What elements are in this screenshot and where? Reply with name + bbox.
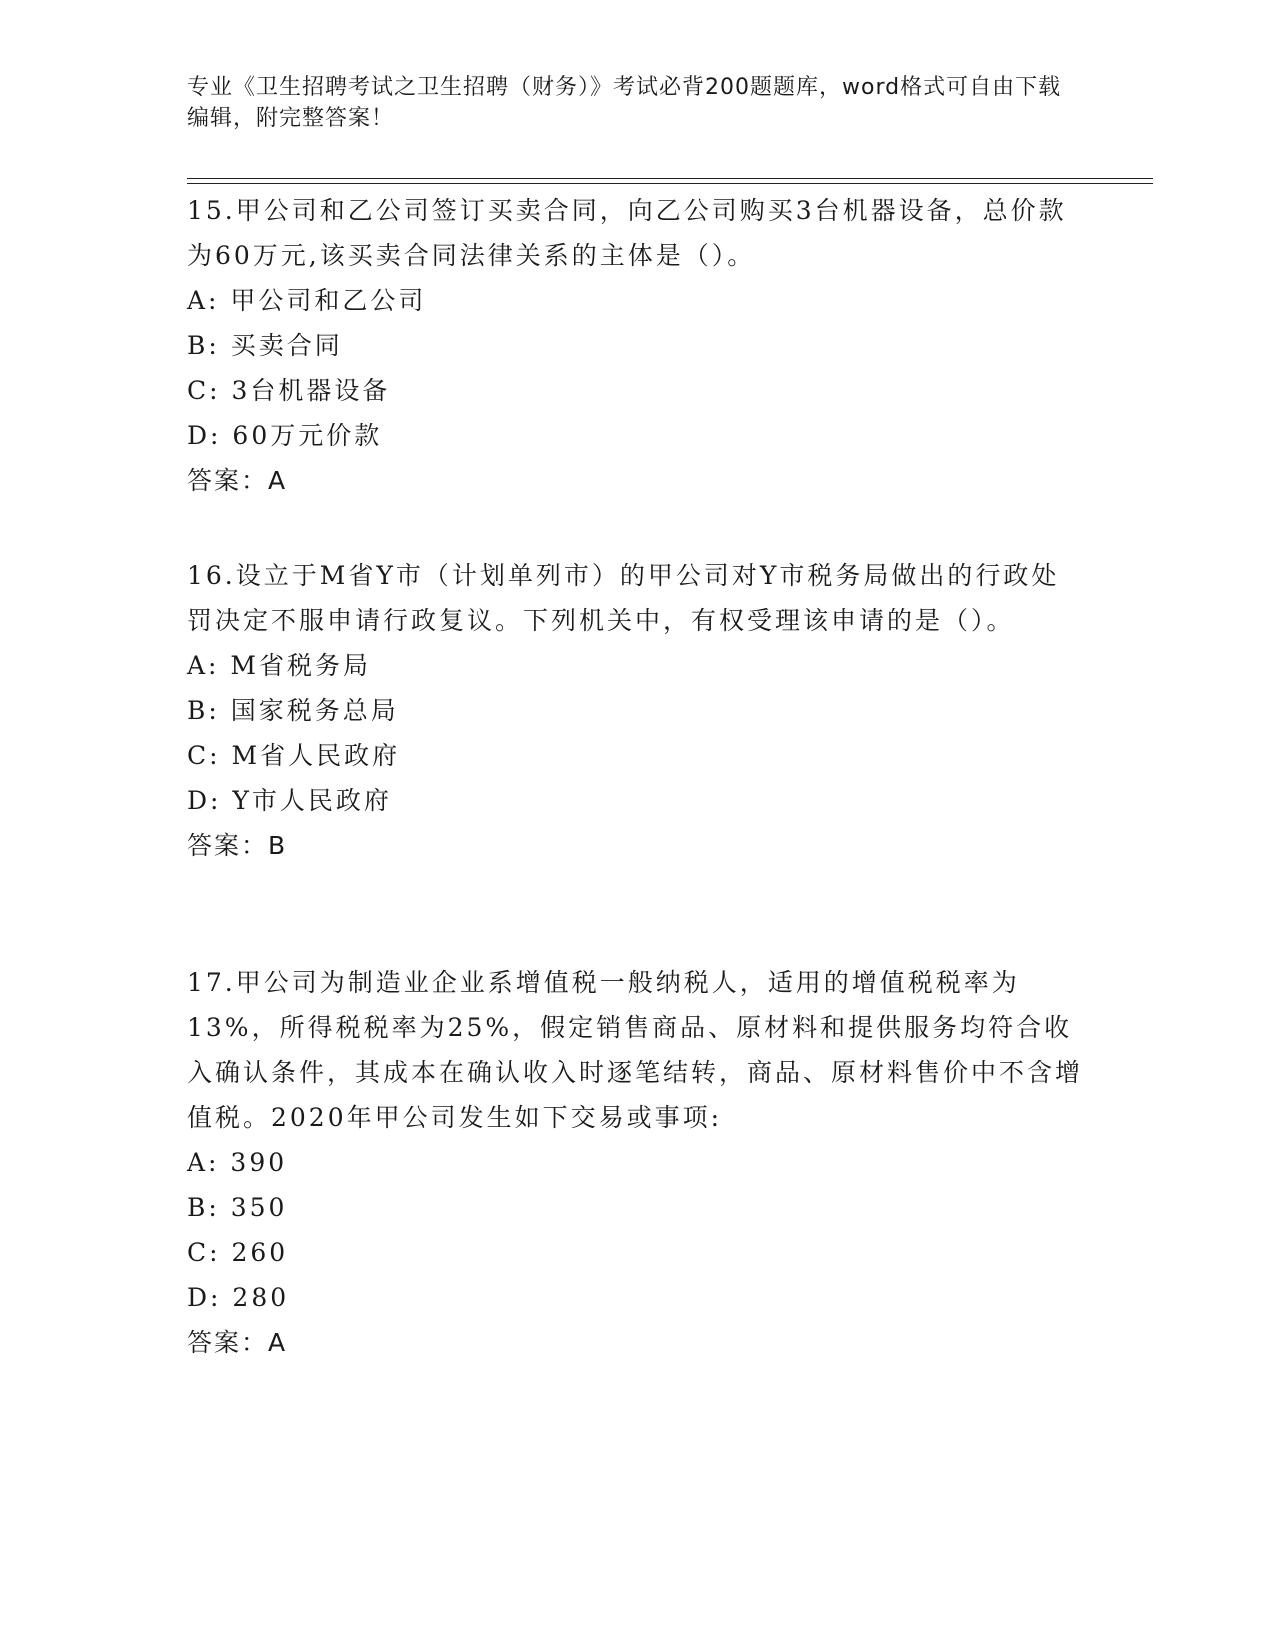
question-text: 17.甲公司为制造业企业系增值税一般纳税人，适用的增值税税率为13%，所得税税率为25%，假定销售商品、原材料和提供服务均符合收入确认条件，其成本在确认收入时逐笔结转，商品、原材料售价中不含增值税。2020年甲公司发生如下交易或事项:	[187, 968, 1084, 1132]
option-b: B: 350	[187, 1193, 288, 1222]
option-a: A: 390	[187, 1148, 288, 1177]
option-c: C: 260	[187, 1238, 289, 1267]
option-b: B: 国家税务总局	[187, 696, 399, 725]
document-header: 专业《卫生招聘考试之卫生招聘（财务）》考试必背200题题库，word格式可自由下载编辑，附完整答案！	[187, 75, 1062, 131]
header-divider-bottom	[187, 183, 1153, 184]
answer-label: 答案：B	[187, 831, 288, 860]
option-c: C: M省人民政府	[187, 741, 401, 770]
question-16	[187, 553, 1087, 868]
option-d: D: 60万元价款	[187, 421, 383, 450]
option-d: D: Y市人民政府	[187, 786, 392, 815]
answer-label: 答案：A	[187, 466, 288, 495]
question-17	[187, 960, 1087, 1365]
option-a: A: 甲公司和乙公司	[187, 286, 427, 315]
answer-label: 答案：A	[187, 1328, 288, 1357]
option-a: A: M省税务局	[187, 651, 372, 680]
question-15	[187, 188, 1087, 503]
header-divider-top	[187, 178, 1153, 179]
question-text: 15.甲公司和乙公司签订买卖合同，向乙公司购买3台机器设备，总价款为60万元,该买卖合同法律关系的主体是（）。	[187, 196, 1067, 270]
question-text: 16.设立于M省Y市（计划单列市）的甲公司对Y市税务局做出的行政处罚决定不服申请行政复议。下列机关中，有权受理该申请的是（）。	[187, 561, 1060, 635]
option-b: B: 买卖合同	[187, 331, 343, 360]
option-d: D: 280	[187, 1283, 290, 1312]
option-c: C: 3台机器设备	[187, 376, 391, 405]
